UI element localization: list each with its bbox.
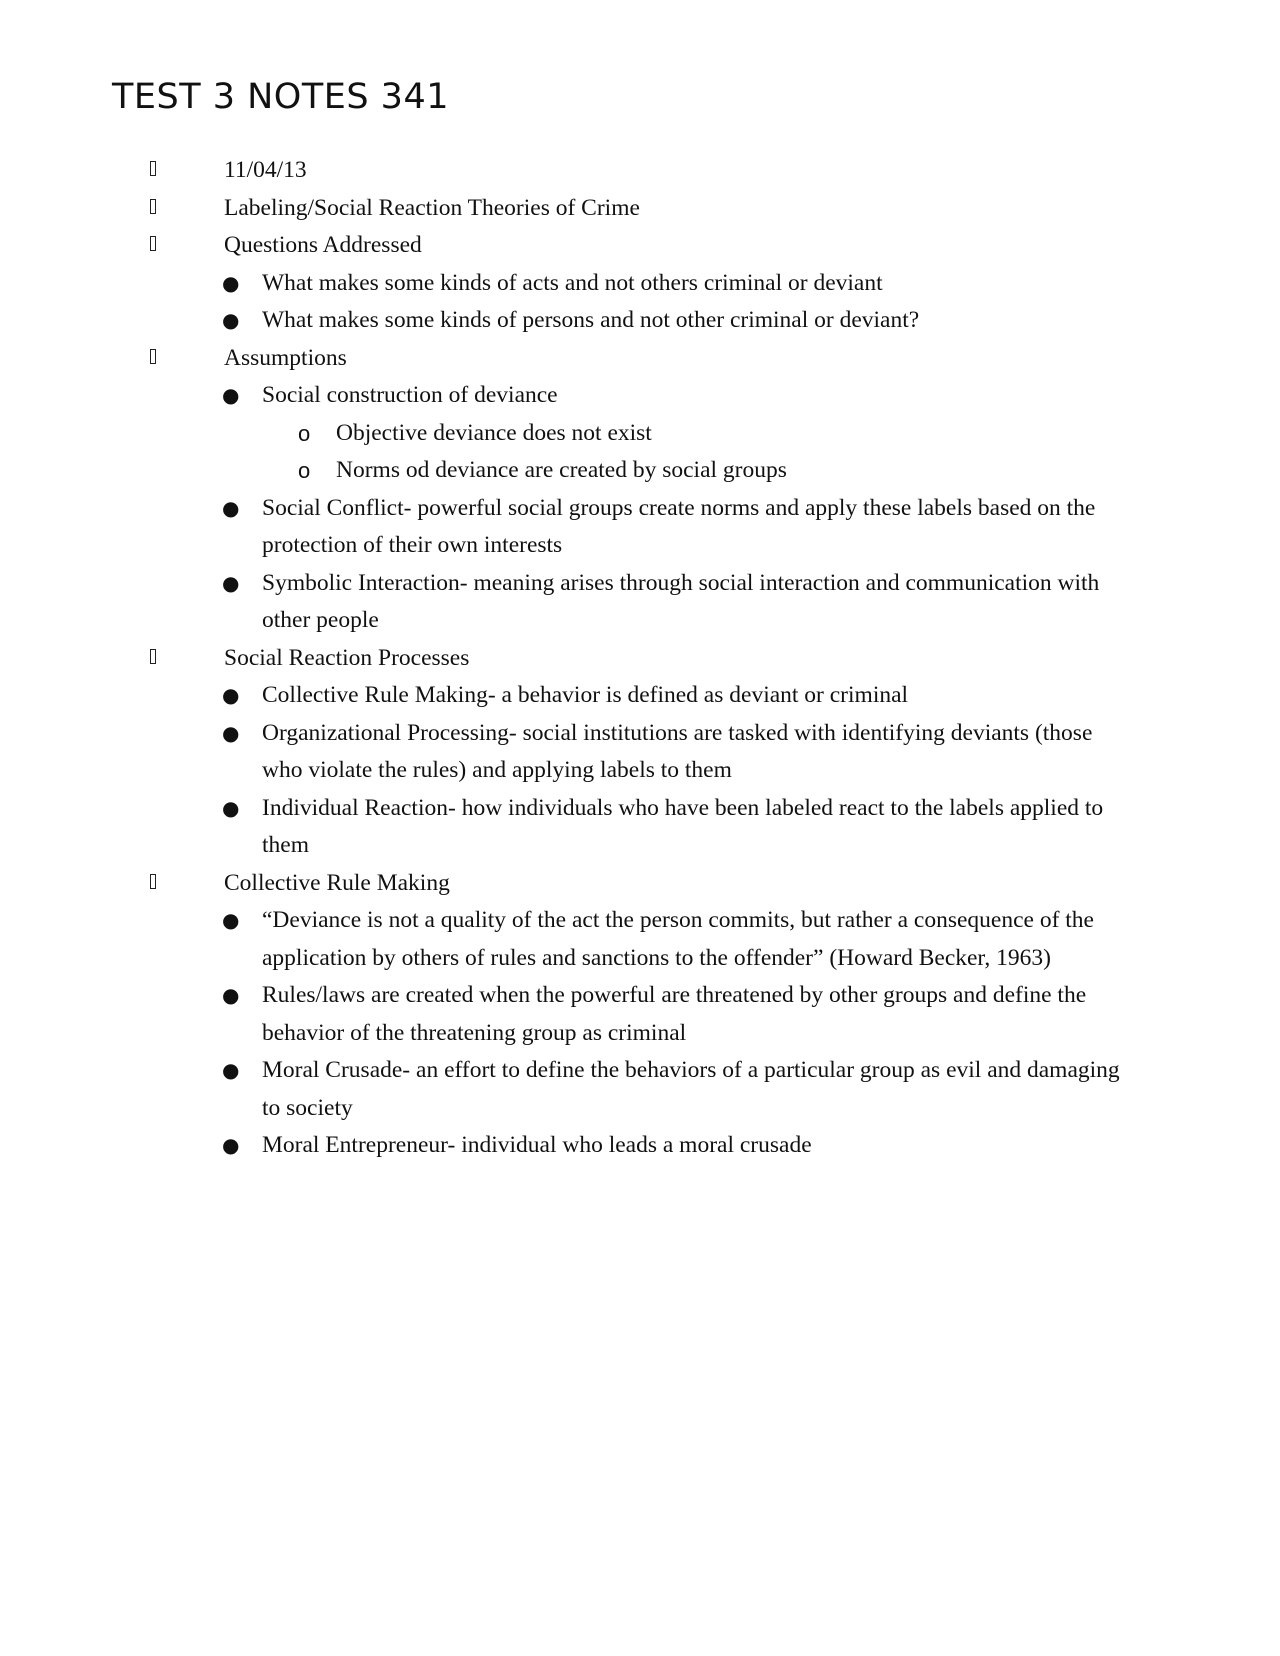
outline-item-text: Rules/laws are created when the powerful are threatened by other groups and define the behavior of the threatening group as criminal xyxy=(262,982,1087,1046)
circle-o-bullet-icon: o xyxy=(298,420,311,446)
outline-item-text: Labeling/Social Reaction Theories of Crime xyxy=(224,194,640,221)
outline-item-text: Collective Rule Making xyxy=(224,869,450,896)
bullet-dot-icon: ● xyxy=(222,795,240,820)
outline-item-text: Objective deviance does not exist xyxy=(336,419,652,446)
outline-item xyxy=(0,152,1280,190)
outline-item xyxy=(0,640,1280,678)
outline-item-text: Norms od deviance are created by social groups xyxy=(336,457,787,483)
outline-item-text: Social construction of deviance xyxy=(262,382,558,408)
missing-glyph-box-icon xyxy=(150,190,164,210)
outline-item-text: Moral Entrepreneur- individual who leads a moral crusade xyxy=(262,1132,812,1158)
outline-item xyxy=(0,190,1280,228)
bullet-dot-icon: ● xyxy=(222,383,240,407)
outline-item xyxy=(0,265,1120,303)
outline-item xyxy=(0,1052,1120,1127)
outline-item-text: Social Conflict- powerful social groups create norms and apply these labels based on the protection of their own interests xyxy=(262,494,1096,558)
missing-glyph-box-icon xyxy=(150,152,164,172)
outline-item xyxy=(0,302,1120,340)
outline-item-text: Symbolic Interaction- meaning arises through social interaction and communication with other people xyxy=(262,569,1100,633)
notes-outline xyxy=(0,152,1280,1165)
missing-glyph-box-icon xyxy=(150,640,164,660)
bullet-dot-icon: ● xyxy=(222,908,240,932)
outline-item xyxy=(0,715,1120,790)
missing-glyph-box-icon xyxy=(150,227,164,247)
outline-item xyxy=(0,977,1120,1052)
outline-item-text: Collective Rule Making- a behavior is defined as deviant or criminal xyxy=(262,682,909,708)
bullet-dot-icon: ● xyxy=(222,683,240,707)
outline-item xyxy=(0,452,1116,490)
page-title: TEST 3 NOTES 341 xyxy=(112,77,449,117)
outline-item xyxy=(0,415,1116,453)
outline-item xyxy=(0,865,1280,903)
outline-item xyxy=(0,490,1120,565)
outline-item-text: What makes some kinds of acts and not others criminal or deviant xyxy=(262,269,883,296)
outline-item-text: What makes some kinds of persons and not other criminal or deviant? xyxy=(262,307,920,333)
outline-item-text: “Deviance is not a quality of the act the person commits, but rather a consequence of the application by others of rules and sanctions to the offender” (Howard Becker, 1963) xyxy=(262,907,1094,971)
bullet-dot-icon: ● xyxy=(222,308,240,332)
bullet-dot-icon: ● xyxy=(222,570,240,595)
outline-item xyxy=(0,790,1120,865)
outline-item xyxy=(0,377,1120,415)
missing-glyph-box-icon xyxy=(150,865,164,885)
outline-item xyxy=(0,227,1280,265)
circle-o-bullet-icon: o xyxy=(298,458,311,483)
outline-item-text: Assumptions xyxy=(224,344,347,371)
bullet-dot-icon: ● xyxy=(222,720,240,745)
missing-glyph-box-icon xyxy=(150,340,164,360)
outline-item-text: 11/04/13 xyxy=(224,157,307,183)
outline-item-text: Organizational Processing- social institutions are tasked with identifying deviants (those who violate the rules) and applying labels to them xyxy=(262,719,1093,783)
outline-item-text: Social Reaction Processes xyxy=(224,644,470,671)
outline-item-text: Individual Reaction- how individuals who have been labeled react to the labels applied to them xyxy=(262,794,1104,858)
outline-item xyxy=(0,340,1280,378)
bullet-dot-icon: ● xyxy=(222,270,240,295)
outline-item xyxy=(0,677,1120,715)
outline-item xyxy=(0,902,1120,977)
outline-item-text: Moral Crusade- an effort to define the behaviors of a particular group as evil and damaging to society xyxy=(262,1057,1120,1121)
outline-item-text: Questions Addressed xyxy=(224,232,422,258)
bullet-dot-icon: ● xyxy=(222,983,240,1007)
bullet-dot-icon: ● xyxy=(222,495,240,520)
bullet-dot-icon: ● xyxy=(222,1058,240,1082)
outline-item xyxy=(0,565,1120,640)
outline-item xyxy=(0,1127,1120,1165)
bullet-dot-icon: ● xyxy=(222,1133,240,1157)
